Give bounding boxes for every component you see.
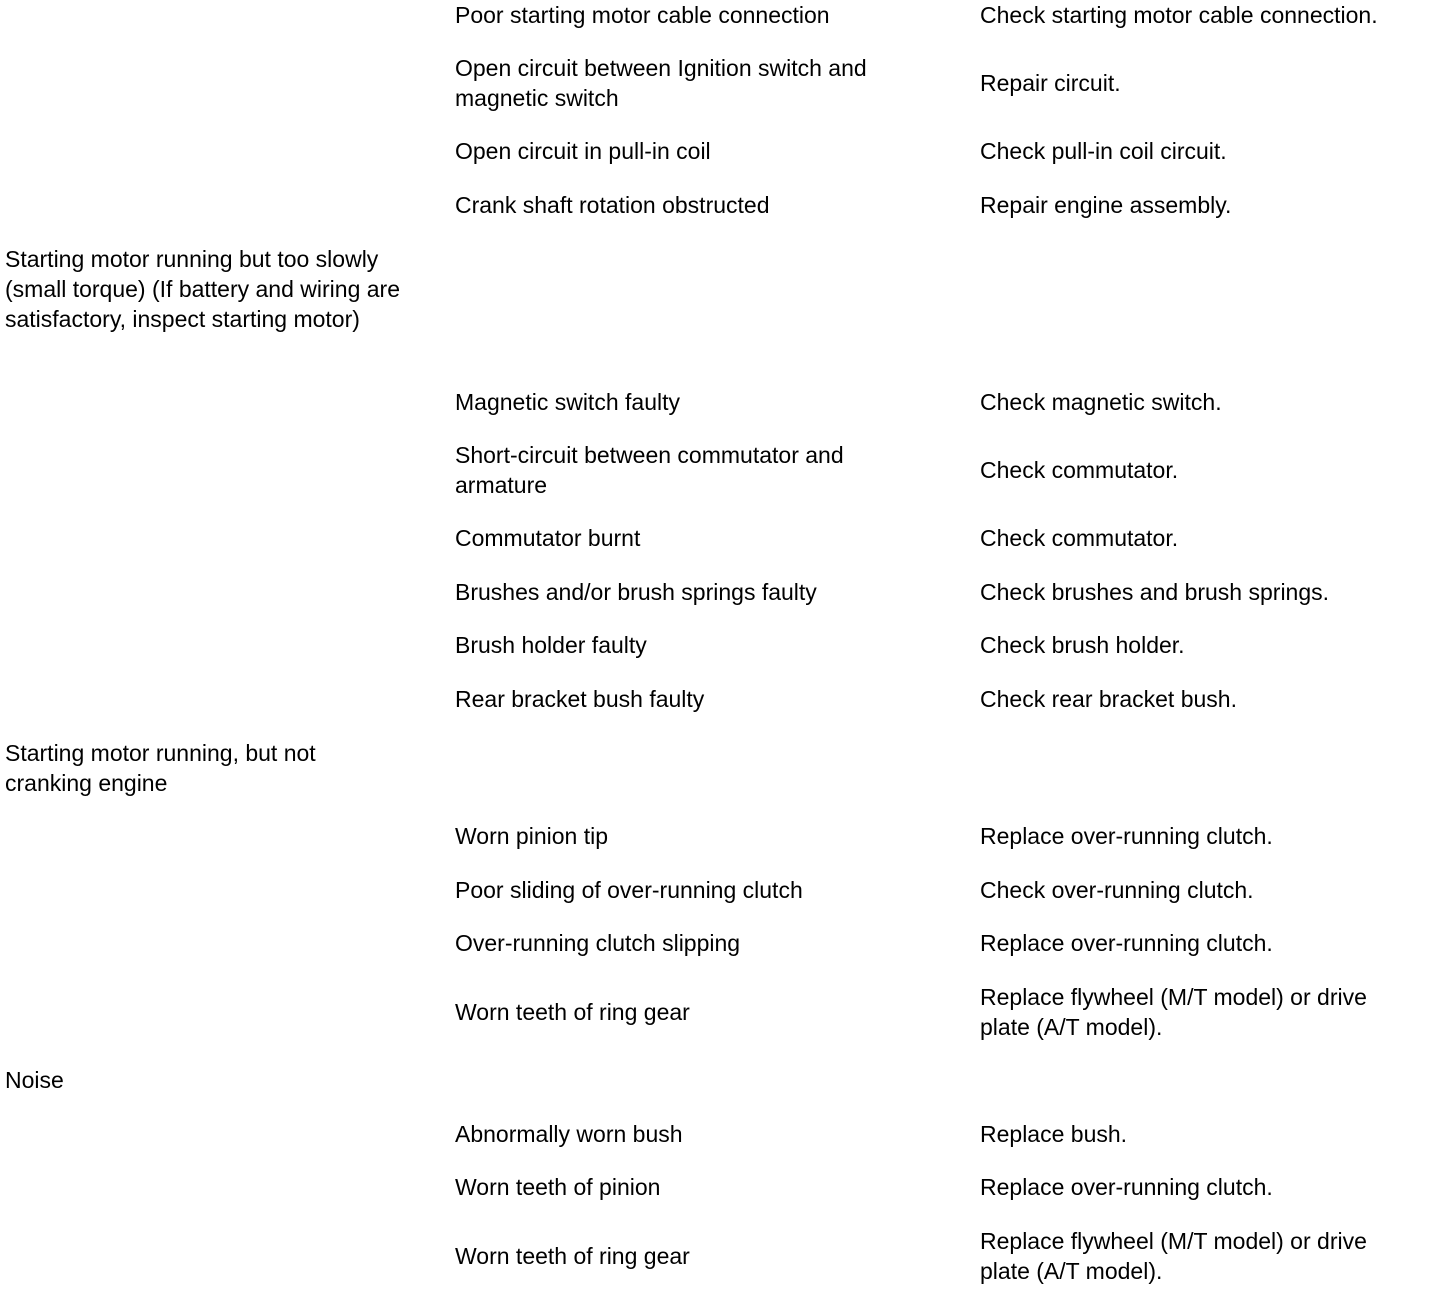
correction-cell: Replace over-running clutch.	[980, 823, 1273, 849]
symptom-cell: Starting motor running, but not cranking engine	[5, 740, 316, 796]
correction-cell: Replace bush.	[980, 1121, 1128, 1147]
cause-cell: Abnormally worn bush	[455, 1121, 683, 1147]
cause-cell: Poor sliding of over-running clutch	[455, 877, 803, 903]
cause-cell: Crank shaft rotation obstructed	[455, 192, 770, 218]
correction-cell: Check commutator.	[980, 457, 1179, 483]
correction-cell: Repair circuit.	[980, 70, 1121, 96]
correction-cell: Repair engine assembly.	[980, 192, 1232, 218]
correction-cell: Check pull-in coil circuit.	[980, 138, 1227, 164]
correction-cell: Replace over-running clutch.	[980, 1174, 1273, 1200]
cause-cell: Worn pinion tip	[455, 823, 608, 849]
correction-cell: Check magnetic switch.	[980, 389, 1222, 415]
correction-cell: Check commutator.	[980, 525, 1179, 551]
cause-cell: Poor starting motor cable connection	[455, 2, 830, 28]
correction-cell: Check rear bracket bush.	[980, 686, 1237, 712]
cause-cell: Magnetic switch faulty	[455, 389, 680, 415]
cause-cell: Worn teeth of ring gear	[455, 999, 690, 1025]
correction-cell: Replace flywheel (M/T model) or drive plate (A/T model).	[980, 984, 1367, 1040]
cause-cell: Over-running clutch slipping	[455, 930, 741, 956]
cause-cell: Brushes and/or brush springs faulty	[455, 579, 817, 605]
correction-cell: Check starting motor cable connection.	[980, 2, 1378, 28]
cause-cell: Open circuit in pull-in coil	[455, 138, 711, 164]
cause-cell: Worn teeth of ring gear	[455, 1243, 690, 1269]
correction-cell: Check brushes and brush springs.	[980, 579, 1330, 605]
symptom-cell: Noise	[5, 1067, 64, 1093]
correction-cell: Replace over-running clutch.	[980, 930, 1273, 956]
symptom-cell: Starting motor running but too slowly (small torque) (If battery and wiring are satisfactory, inspect starting motor)	[5, 246, 400, 332]
cause-cell: Commutator burnt	[455, 525, 641, 551]
correction-cell: Replace flywheel (M/T model) or drive plate (A/T model).	[980, 1228, 1367, 1284]
correction-cell: Check over-running clutch.	[980, 877, 1254, 903]
cause-cell: Worn teeth of pinion	[455, 1174, 661, 1200]
cause-cell: Short-circuit between commutator and armature	[455, 442, 844, 498]
cause-cell: Brush holder faulty	[455, 632, 647, 658]
cause-cell: Open circuit between Ignition switch and magnetic switch	[455, 55, 867, 111]
correction-cell: Check brush holder.	[980, 632, 1185, 658]
cause-cell: Rear bracket bush faulty	[455, 686, 705, 712]
